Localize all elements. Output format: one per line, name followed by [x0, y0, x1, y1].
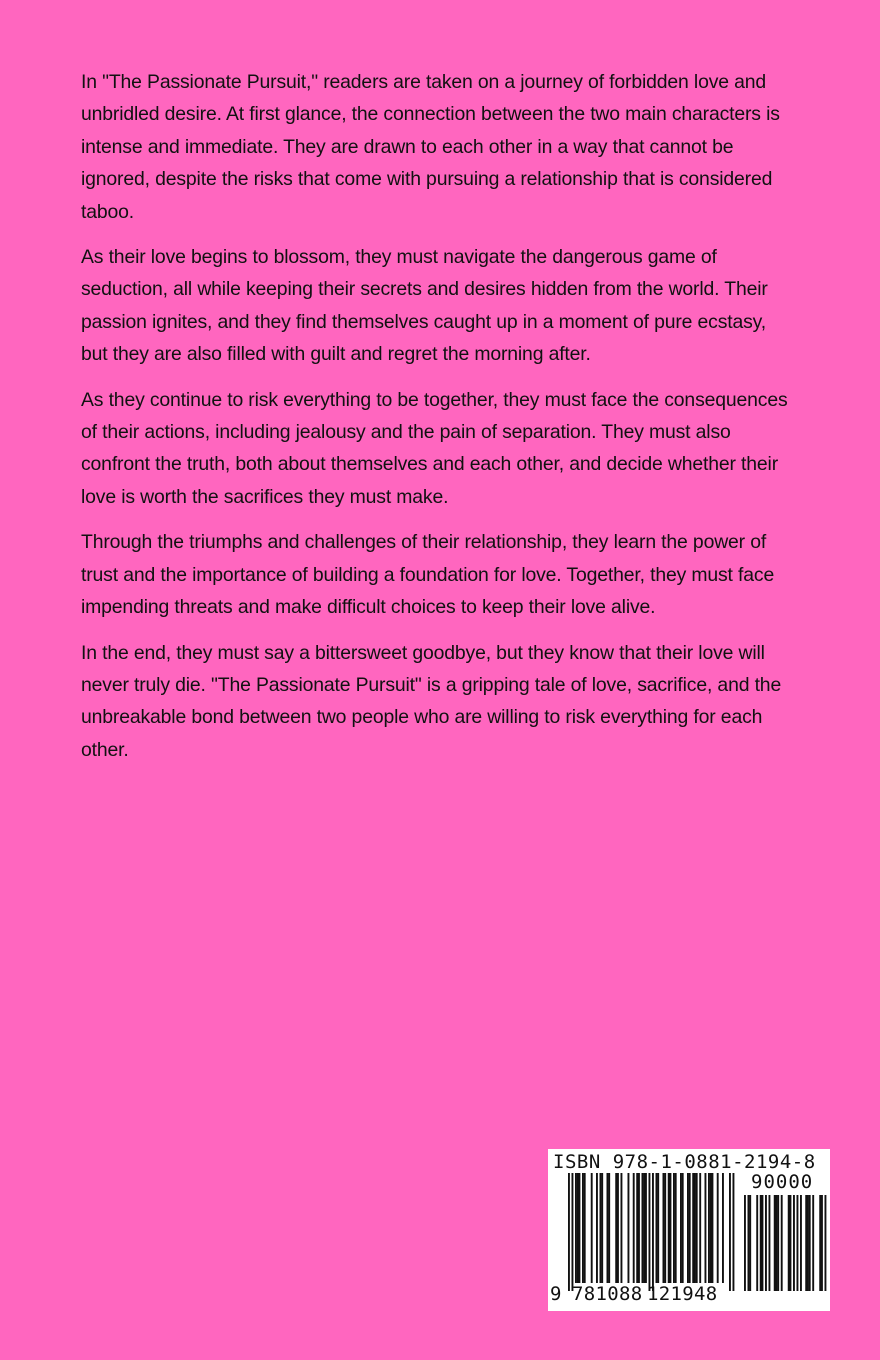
back-cover-blurb	[81, 66, 796, 779]
barcode-bar	[657, 1173, 659, 1283]
addon-bar	[812, 1195, 814, 1291]
ean-left-group: 781088	[572, 1283, 643, 1305]
barcode-bar	[687, 1173, 689, 1283]
addon-bar	[749, 1195, 751, 1291]
addon-bar	[777, 1195, 779, 1291]
barcode-bar	[621, 1173, 623, 1283]
barcode-bar	[708, 1173, 710, 1283]
barcode-bar	[600, 1173, 602, 1283]
barcode-bar	[643, 1173, 645, 1283]
barcode-bar	[689, 1173, 691, 1283]
barcode-bar	[663, 1173, 665, 1283]
addon-bar	[800, 1195, 802, 1291]
barcode-bar	[636, 1173, 638, 1283]
addon-bar	[756, 1195, 758, 1291]
addon-bar	[762, 1195, 764, 1291]
barcode-bar	[680, 1173, 682, 1283]
addon-bar	[797, 1195, 799, 1291]
barcode-bar	[664, 1173, 666, 1283]
barcode-bar	[633, 1173, 635, 1283]
barcode-guard-bar	[649, 1173, 651, 1291]
barcode-bar	[699, 1173, 701, 1283]
blurb-paragraph-5: In the end, they must say a bittersweet goodbye, but they know that their love will never truly die. "The Passionate Pursuit" is a gripping tale of love, sacrifice, and the unbreakable bond between two people who are willing to risk everything for each other.	[81, 641, 782, 761]
barcode-bar	[579, 1173, 581, 1283]
isbn-barcode-block	[548, 1149, 830, 1311]
barcode-bar	[710, 1173, 712, 1283]
barcode-bar	[638, 1173, 640, 1283]
barcode-guard-bar	[733, 1173, 735, 1291]
barcode-bar	[673, 1173, 675, 1283]
addon-bar	[765, 1195, 767, 1291]
barcode-bar	[682, 1173, 684, 1283]
barcode-bar	[608, 1173, 610, 1283]
addon-bar	[819, 1195, 821, 1291]
barcode-bar	[582, 1173, 584, 1283]
addon-bar	[793, 1195, 795, 1291]
barcode-bar	[694, 1173, 696, 1283]
barcode-bar	[596, 1173, 598, 1283]
barcode-bar	[615, 1173, 617, 1283]
barcode-bar	[642, 1173, 644, 1283]
barcode-bar	[601, 1173, 603, 1283]
barcode-bar	[722, 1173, 724, 1283]
barcode-bar	[668, 1173, 670, 1283]
barcode-bar	[717, 1173, 719, 1283]
barcode-bar	[692, 1173, 694, 1283]
addon-bar	[774, 1195, 776, 1291]
barcode-bar	[656, 1173, 658, 1283]
barcode-bar	[607, 1173, 609, 1283]
barcode-bar	[628, 1173, 630, 1283]
addon-bar	[744, 1195, 746, 1291]
barcode-bar	[577, 1173, 579, 1283]
blurb-paragraph-3: As they continue to risk everything to be together, they must face the consequences of their actions, including jealousy and the pain of separation. They must also confront the truth, both about themselves and each other, and decide whether their love is worth the sacrifices they must make.	[81, 388, 788, 508]
barcode-bar	[591, 1173, 593, 1283]
ean-first-digit: 9	[550, 1283, 562, 1305]
barcode-guard-bar	[572, 1173, 574, 1291]
barcode-bar	[670, 1173, 672, 1283]
blurb-paragraph-1: In "The Passionate Pursuit," readers are taken on a journey of forbidden love and unbridled desire. At first glance, the connection between the two main characters is intense and immediate. They are drawn to each other in a way that cannot be ignored, despite the risks that come with pursuing a relationship that is considered taboo.	[81, 71, 780, 223]
barcode-bar	[675, 1173, 677, 1283]
addon-bar	[788, 1195, 790, 1291]
addon-bar	[809, 1195, 811, 1291]
barcode-guard-bar	[652, 1173, 654, 1291]
addon-bar	[825, 1195, 827, 1291]
addon-bar	[790, 1195, 792, 1291]
blurb-paragraph-2: As their love begins to blossom, they must navigate the dangerous game of seduction, all while keeping their secrets and desires hidden from the world. Their passion ignites, and they find themselves caught up in a moment of pure ecstasy, but they are also filled with guilt and regret the morning after.	[81, 246, 768, 366]
barcode-bar	[645, 1173, 647, 1283]
price-addon-digits: 90000	[751, 1171, 814, 1193]
barcode-bar	[705, 1173, 707, 1283]
isbn-label: ISBN 978-1-0881-2194-8	[553, 1151, 816, 1173]
addon-bar	[769, 1195, 771, 1291]
blurb-paragraph-4: Through the triumphs and challenges of their relationship, they learn the power of trust and the importance of building a foundation for love. Together, they must face impending threats and make difficult choices to keep their love alive.	[81, 531, 775, 619]
addon-bar	[821, 1195, 823, 1291]
ean-right-group: 121948	[647, 1283, 718, 1305]
barcode-guard-bar	[729, 1173, 731, 1291]
addon-bar	[805, 1195, 807, 1291]
barcode-bar	[617, 1173, 619, 1283]
barcode-bar	[696, 1173, 698, 1283]
addon-bar	[748, 1195, 750, 1291]
addon-bar	[781, 1195, 783, 1291]
addon-bar	[760, 1195, 762, 1291]
barcode-bar	[712, 1173, 714, 1283]
barcode-guard-bar	[568, 1173, 570, 1291]
barcode-bar	[584, 1173, 586, 1283]
addon-bar	[776, 1195, 778, 1291]
addon-bar	[807, 1195, 809, 1291]
barcode-bar	[575, 1173, 577, 1283]
